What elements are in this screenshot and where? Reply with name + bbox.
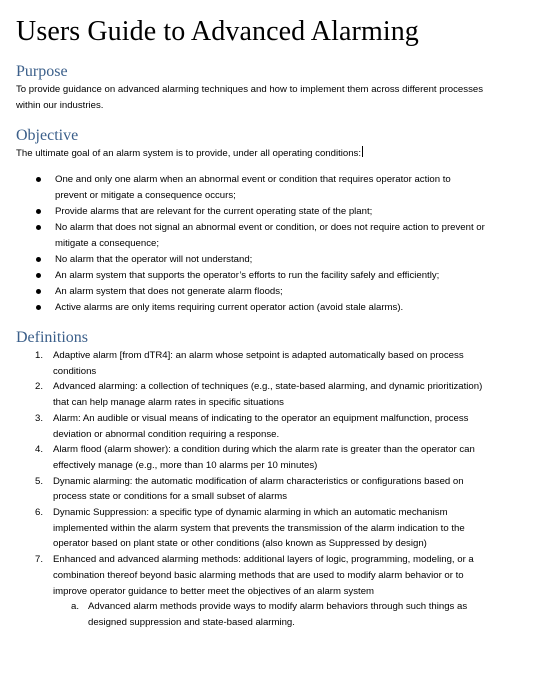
bullet-item (0, 172, 485, 204)
definition-item (0, 474, 493, 505)
definition-text: Alarm: An audible or visual means of indicating to the operator an equipment malfunction, process deviation or abnormal condition requiring a response. (53, 412, 469, 440)
bullet-text: No alarm that the operator will not understand; (55, 254, 253, 265)
bullet-text: Active alarms are only items requiring current operator action (avoid stale alarms). (55, 302, 404, 313)
bullet-item (0, 284, 485, 300)
bullet-item (0, 268, 485, 284)
objective-intro-line (16, 146, 486, 162)
definition-item (0, 442, 493, 473)
bullet-icon (36, 177, 41, 182)
bullet-item (0, 300, 485, 316)
purpose-heading: Purpose (16, 63, 68, 80)
definition-number: 1. (35, 350, 44, 361)
definition-text: Dynamic alarming: the automatic modification of alarm characteristics or configurations based on process state or conditions for a small subset of alarms (53, 475, 464, 503)
definition-text: Advanced alarming: a collection of techniques (e.g., state-based alarming, and dynamic prioritization) that can help manage alarm rates in specific situations (53, 381, 483, 409)
bullet-item (0, 252, 485, 268)
bullet-item (0, 204, 485, 220)
bullet-text: No alarm that does not signal an abnormal event or condition, or does not require action to prevent or mitigate a consequence; (55, 222, 485, 249)
purpose-text: To provide guidance on advanced alarming techniques and how to implement them across different processes within our industries. (16, 84, 483, 111)
definition-number: 4. (35, 444, 44, 456)
definitions-list (0, 348, 551, 631)
objective-heading: Objective (16, 127, 79, 144)
definition-number: 2. (35, 381, 44, 393)
definition-item (0, 552, 493, 631)
definition-sublist (53, 599, 493, 630)
definition-text: Alarm flood (alarm shower): a condition during which the alarm rate is greater than the operator can effectively manage (e.g., more than 10 alarms per 10 minutes) (53, 444, 475, 471)
text-cursor (362, 146, 363, 157)
bullet-icon (36, 305, 41, 310)
bullet-text: One and only one alarm when an abnormal event or condition that requires operator action to prevent or mitigate a consequence occurs; (55, 174, 451, 201)
definitions-heading: Definitions (16, 329, 88, 346)
bullet-text: An alarm system that does not generate alarm floods; (55, 286, 283, 297)
objective-bullet-list (0, 172, 551, 316)
bullet-text: Provide alarms that are relevant for the current operating state of the plant; (55, 206, 373, 217)
bullet-text: An alarm system that supports the operator’s efforts to run the facility safely and efficiently; (55, 270, 440, 281)
document-title: Users Guide to Advanced Alarming (16, 16, 419, 47)
definition-item (0, 411, 493, 442)
bullet-icon (36, 257, 41, 262)
definition-text: Adaptive alarm [from dTR4]: an alarm whose setpoint is adapted automatically based on process conditions (53, 350, 464, 377)
bullet-icon (36, 209, 41, 214)
definition-text: Enhanced and advanced alarming methods: additional layers of logic, programming, modeling, or a combination thereof beyond basic alarming methods that are used to modify alarm behavior or to improve operator guidance to better meet the objectives of an alarm system (53, 554, 474, 597)
bullet-icon (36, 289, 41, 294)
definition-subitem-text: Advanced alarm methods provide ways to modify alarm behaviors through such things as designed suppression and state-based alarming. (88, 601, 468, 628)
definition-item (0, 379, 493, 410)
definition-number: 6. (35, 507, 44, 519)
bullet-item (0, 220, 485, 252)
bullet-icon (36, 273, 41, 278)
definition-number: 7. (35, 554, 44, 566)
definition-number: 5. (35, 475, 44, 487)
objective-intro: The ultimate goal of an alarm system is to provide, under all operating conditions: (16, 148, 362, 159)
definition-item (0, 505, 493, 552)
definition-number: 3. (35, 412, 44, 424)
definition-subitem-letter: a. (71, 601, 80, 613)
definition-text: Dynamic Suppression: a specific type of dynamic alarming in which an automatic mechanism implemented within the alarm system that prevents the transmission of the alarm indication to the operator based on plant state or other conditions (also known as Suppressed by design) (53, 507, 465, 550)
definition-item (0, 348, 493, 379)
definition-subitem (53, 599, 488, 630)
bullet-icon (36, 225, 41, 230)
